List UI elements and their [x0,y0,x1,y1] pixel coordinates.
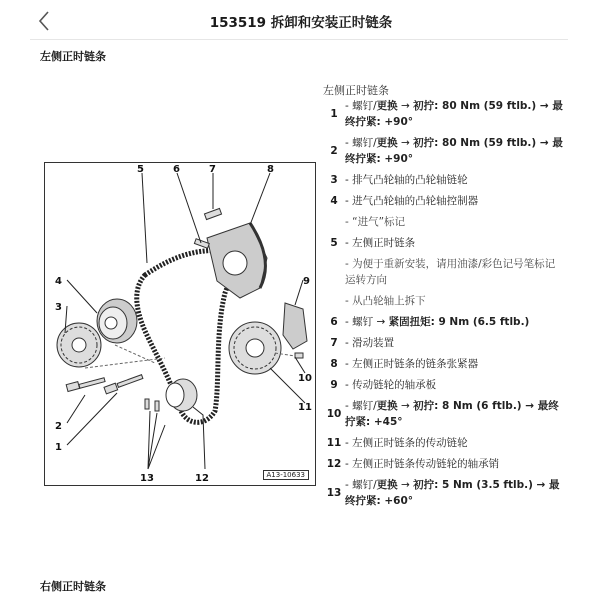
legend-item-text: - 为便于重新安装，请用油漆/彩色记号笔标记运转方向 [345,258,556,286]
legend-item-number: 2 [330,145,338,157]
legend-item [323,256,563,288]
page-title: 153519 拆卸和安装正时链条 [209,15,393,31]
legend-item [323,98,563,130]
bolt-10 [295,353,303,358]
callout-12: 12 [195,473,209,484]
exhaust-sprocket [57,323,101,367]
legend-item-text: - 排气凸轮轴的凸轮轴链轮 [345,174,468,186]
section-title-left-chain: 左侧正时链条 [40,50,106,63]
callout-13: 13 [140,473,154,484]
legend-item [323,135,563,167]
figure-id: A13-10633 [263,470,310,480]
legend-item [323,398,563,430]
legend-item-text: - 左侧正时链条的传动链轮 [345,437,468,449]
diagram-drawing [45,163,315,485]
legend-item-number: 5 [330,237,338,249]
legend-item-text: - 从凸轮轴上拆下 [345,295,426,307]
legend-item [323,356,563,372]
legend-item-text: - 滑动装置 [345,337,395,349]
legend-item [323,314,563,330]
legend-item [323,235,563,251]
callout-3: 3 [55,302,62,313]
legend-item-number: 10 [326,408,342,420]
drive-sprocket [229,322,281,374]
legend-item [323,193,563,209]
legend-item [323,293,563,309]
legend-item [323,377,563,393]
legend-item-text: - “进气”标记 [345,216,406,228]
legend-item-text: - 左侧正时链条的链条张紧器 [345,358,479,370]
callout-11: 11 [298,402,312,413]
callout-8: 8 [267,164,274,175]
header [0,0,602,40]
bolts-13 [145,399,159,411]
legend-item-text: - 左侧正时链条 [345,237,416,249]
camshaft-adjuster [97,299,137,343]
legend-item-number: 8 [330,358,338,370]
legend-item [323,477,563,509]
legend-item-number: 4 [330,195,338,207]
legend-item-text: - 进气凸轮轴的凸轮轴控制器 [345,195,479,207]
legend-item-text: - 螺钉 → 紧固扭矩: 9 Nm (6.5 ftlb.) [345,316,530,328]
callout-6: 6 [173,164,180,175]
legend-item-text: - 螺钉/更换 → 初拧: 80 Nm (59 ftlb.) → 最终拧紧: +90° [345,100,563,128]
legend-item [323,172,563,188]
legend-item-number: 7 [330,337,338,349]
legend-item-number: 13 [326,487,342,499]
callout-7: 7 [209,164,216,175]
legend-item [323,214,563,230]
legend-item-text: - 螺钉/更换 → 初拧: 80 Nm (59 ftlb.) → 最终拧紧: +90° [345,137,563,165]
chain-tensioner [207,223,267,298]
legend-item-number: 11 [326,437,342,449]
callout-9: 9 [303,276,310,287]
legend-item-text: - 螺钉/更换 → 初拧: 5 Nm (3.5 ftlb.) → 最终拧紧: +60° [345,479,560,507]
exploded-diagram [44,162,316,486]
bearing-plate [283,303,307,349]
callout-2: 2 [55,421,62,432]
legend-item-number: 6 [330,316,338,328]
section-title-right-chain: 右侧正时链条 [40,580,106,593]
legend-item-number: 3 [330,174,338,186]
legend-item-number: 1 [330,108,338,120]
header-divider [30,39,568,40]
legend-heading: 左侧正时链条 [323,84,389,97]
legend-list [323,98,563,509]
legend-item [323,335,563,351]
legend-item-text: - 螺钉/更换 → 初拧: 8 Nm (6 ftlb.) → 最终拧紧: +45° [345,400,559,428]
legend-item [323,435,563,451]
bearing-pin [166,379,197,411]
legend-item-text: - 传动链轮的轴承板 [345,379,437,391]
legend-item-number: 9 [330,379,338,391]
bolts-1-2 [66,375,143,394]
callout-5: 5 [137,164,144,175]
legend-item-number: 12 [326,458,342,470]
legend-item-text: - 左侧正时链条传动链轮的轴承销 [345,458,500,470]
callout-4: 4 [55,276,62,287]
legend-item [323,456,563,472]
callout-1: 1 [55,442,62,453]
callout-10: 10 [298,373,312,384]
sliding-unit-7 [204,208,221,219]
